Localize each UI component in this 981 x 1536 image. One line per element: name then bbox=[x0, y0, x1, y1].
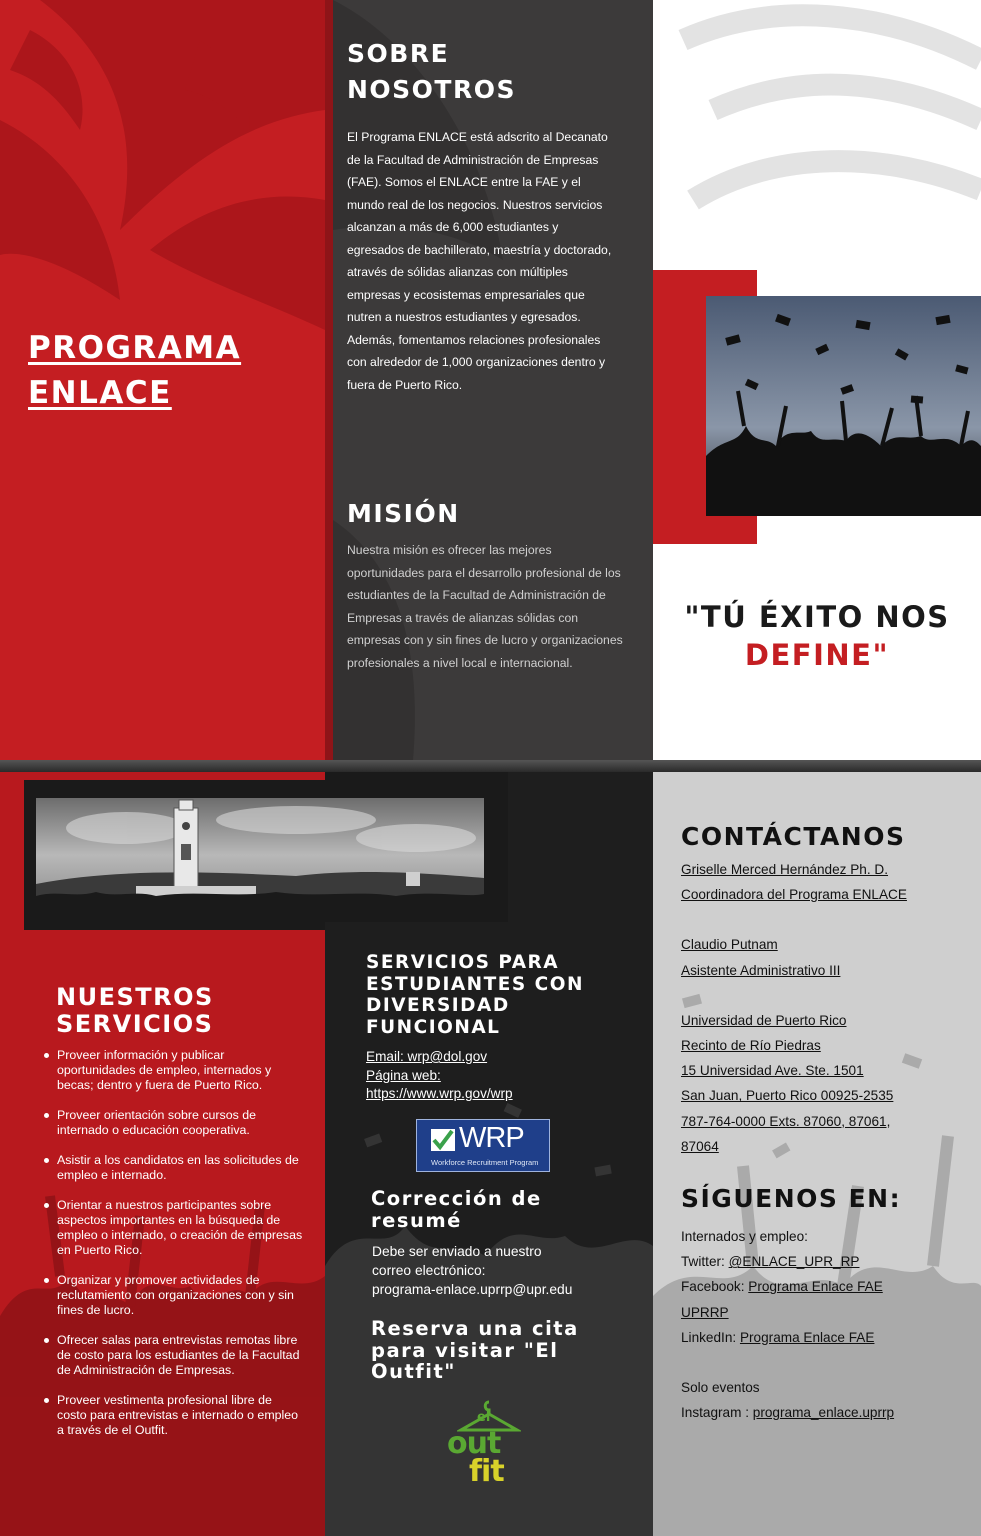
outfit-logo[interactable] bbox=[439, 1398, 539, 1498]
checkmark-icon bbox=[430, 1128, 456, 1152]
phone-line[interactable]: 787-764-0000 Exts. 87060, 87061, bbox=[681, 1113, 891, 1129]
facebook-row: Facebook: Programa Enlace FAE bbox=[681, 1279, 883, 1295]
diversity-title-line2: ESTUDIANTES CON bbox=[366, 973, 584, 995]
wrp-logo-text: WRP bbox=[459, 1122, 524, 1154]
slogan bbox=[653, 598, 981, 674]
resume-text-line1: Debe ser enviado a nuestro bbox=[372, 1244, 542, 1259]
brochure-outer-side bbox=[0, 0, 981, 760]
wrp-logo-subtext: Workforce Recruitment Program bbox=[431, 1158, 539, 1167]
service-item: Asistir a los candidatos en las solicitudes de empleo e internado. bbox=[44, 1153, 304, 1183]
resume-title-line1: Corrección de bbox=[371, 1187, 542, 1210]
service-item: Orientar a nuestros participantes sobre aspectos importantes en la búsqueda de empleo o internado, o creación de empresas en Puerto Rico. bbox=[44, 1198, 304, 1258]
outfit-logo-fit: fit bbox=[469, 1454, 504, 1489]
about-text: El Programa ENLACE está adscrito al Decanato de la Facultad de Administración de Empresas (FAE). Somos el ENLACE entre la FAE y el mundo real de los negocios. Nuestros servicios alcanzan a más de 6,000 estudiantes y egresados de bachillerato, maestría y doctorado, através de sólidas alianzas con múltiples empresas y ecosistemas empresariales que nutren a nuestros estudiantes y egresados. Además, fomentamos relaciones profesionales con alrededor de 1,000 organizaciones dentro y fuera de Puerto Rico. bbox=[347, 130, 612, 392]
graduation-photo bbox=[706, 296, 981, 516]
diversity-title-line1: SERVICIOS PARA bbox=[366, 952, 560, 973]
instagram-link[interactable]: programa_enlace.uprrp bbox=[752, 1405, 895, 1421]
diversity-contact bbox=[366, 1048, 513, 1104]
twitter-row: Twitter: @ENLACE_UPR_RP bbox=[681, 1254, 860, 1270]
contact-name: Claudio Putnam bbox=[681, 937, 778, 953]
outfit-title-line2: para visitar "El bbox=[371, 1338, 559, 1362]
events-label: Solo eventos bbox=[681, 1380, 760, 1396]
address-line: Recinto de Río Piedras bbox=[681, 1038, 821, 1054]
services-title-line2: SERVICIOS bbox=[56, 1010, 214, 1038]
feather-light-decoration bbox=[653, 0, 981, 300]
contact-panel bbox=[653, 772, 981, 1536]
diversity-title-line4: FUNCIONAL bbox=[366, 1016, 501, 1038]
facebook-link-cont[interactable]: UPRRP bbox=[681, 1304, 729, 1320]
social-title: SÍGUENOS EN: bbox=[681, 1184, 902, 1213]
service-item: Proveer vestimenta profesional libre de costo para entrevistas e internado o empleo a través de el Outfit. bbox=[44, 1393, 304, 1438]
about-title bbox=[347, 36, 516, 108]
about-title-line2: NOSOTROS bbox=[347, 75, 516, 104]
panel-divider bbox=[325, 0, 333, 760]
outfit-title-line3: Outfit" bbox=[371, 1360, 456, 1383]
slogan-line1: "TÚ ÉXITO NOS bbox=[684, 600, 950, 634]
resume-title-line2: resumé bbox=[371, 1209, 462, 1232]
about-title-line1: SOBRE bbox=[347, 39, 450, 68]
mission-text: Nuestra misión es ofrecer las mejores oportunidades para el desarrollo profesional de los estudiantes de la Facultad de Administración de Empresas a través de alianzas sólidas con empresas con y sin fines de lucro y organizaciones profesionales a nivel local e internacional. bbox=[347, 543, 623, 670]
services-title bbox=[56, 984, 214, 1038]
service-item: Proveer orientación sobre cursos de internado o educación cooperativa. bbox=[44, 1108, 304, 1138]
contact-title: CONTÁCTANOS bbox=[681, 822, 906, 851]
twitter-link[interactable]: @ENLACE_UPR_RP bbox=[728, 1254, 860, 1270]
facebook-link[interactable]: Programa Enlace FAE bbox=[748, 1279, 883, 1295]
resume-text-line2: correo electrónico: bbox=[372, 1263, 486, 1278]
linkedin-link[interactable]: Programa Enlace FAE bbox=[739, 1329, 875, 1345]
service-item: Proveer información y publicar oportunidades de empleo, internados y becas; dentro y fuera de Puerto Rico. bbox=[44, 1048, 304, 1093]
brochure-inner-side bbox=[0, 772, 981, 1536]
address-line: San Juan, Puerto Rico 00925-2535 bbox=[681, 1088, 894, 1104]
resume-title bbox=[371, 1188, 542, 1232]
outfit-logo-out: out bbox=[447, 1426, 501, 1461]
outfit-title-line1: Reserva una cita bbox=[371, 1317, 579, 1340]
instagram-row: Instagram : programa_enlace.uprrp bbox=[681, 1405, 895, 1421]
contact-role: Coordinadora del Programa ENLACE bbox=[681, 887, 907, 903]
service-item: Ofrecer salas para entrevistas remotas libre de costo para los estudiantes de la Facultad de Administración de Empresas. bbox=[44, 1333, 304, 1378]
service-item: Organizar y promover actividades de reclutamiento con organizaciones con y sin fines de lucro. bbox=[44, 1273, 304, 1318]
slogan-line2: DEFINE" bbox=[744, 638, 890, 672]
outfit-title bbox=[371, 1318, 579, 1383]
diversity-title bbox=[366, 952, 584, 1038]
phone-line[interactable]: 87064 bbox=[681, 1138, 719, 1154]
program-title bbox=[28, 326, 241, 416]
about-panel bbox=[333, 0, 653, 760]
cover-panel bbox=[0, 0, 325, 760]
contact-details bbox=[681, 857, 907, 1159]
services-list bbox=[44, 1048, 304, 1453]
address-line: Universidad de Puerto Rico bbox=[681, 1012, 847, 1028]
services-title-line1: NUESTROS bbox=[56, 983, 214, 1011]
program-title-line1: PROGRAMA bbox=[28, 330, 242, 366]
resume-text bbox=[372, 1242, 572, 1299]
page-fold bbox=[0, 760, 981, 772]
outfit-logo-el: el bbox=[477, 1410, 491, 1425]
campus-tower-photo bbox=[36, 798, 484, 912]
social-details bbox=[681, 1224, 971, 1425]
mission-title: MISIÓN bbox=[347, 499, 460, 528]
wrp-logo[interactable] bbox=[416, 1119, 550, 1172]
slogan-panel bbox=[653, 0, 981, 760]
diversity-title-line3: DIVERSIDAD bbox=[366, 995, 510, 1016]
contact-role: Asistente Administrativo III bbox=[681, 962, 841, 978]
address-line: 15 Universidad Ave. Ste. 1501 bbox=[681, 1063, 864, 1079]
program-title-line2: ENLACE bbox=[28, 375, 172, 411]
linkedin-row: LinkedIn: Programa Enlace FAE bbox=[681, 1329, 875, 1345]
social-intro: Internados y empleo: bbox=[681, 1229, 808, 1244]
wrp-web-label: Página web: bbox=[366, 1067, 441, 1083]
resume-email[interactable]: programa-enlace.uprrp@upr.edu bbox=[372, 1282, 573, 1297]
wrp-web-link[interactable]: https://www.wrp.gov/wrp bbox=[366, 1086, 513, 1101]
contact-name: Griselle Merced Hernández Ph. D. bbox=[681, 862, 889, 877]
wrp-email-link[interactable]: Email: wrp@dol.gov bbox=[366, 1049, 488, 1064]
